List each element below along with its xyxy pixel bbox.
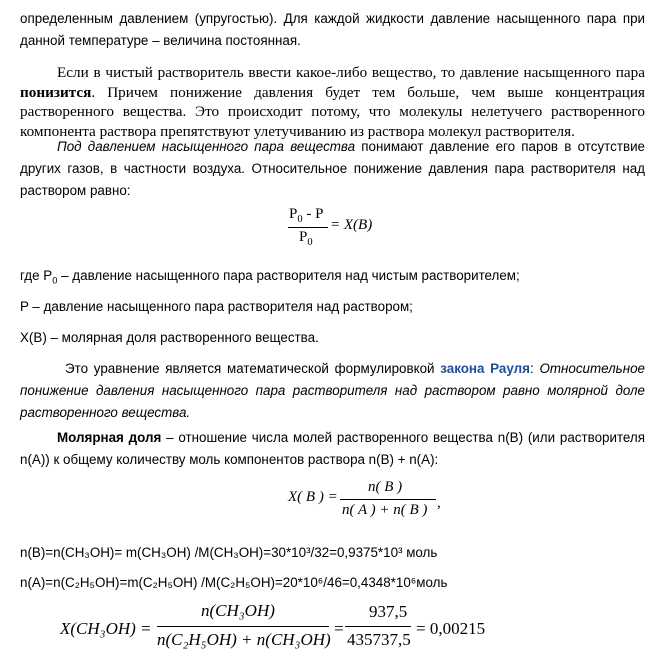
formula2-denominator: n( A ) + n( B ) bbox=[342, 502, 428, 518]
where-p0: где $P_0$ – давление насыщенного пара растворителя над чистым растворителем; bbox=[20, 268, 520, 286]
paragraph-molar-fraction: Молярная доля – отношение числа молей растворенного вещества n(B) (или растворителя n(A)) к общему количеству моль компонентов раствора n(B) + n(A): bbox=[20, 430, 645, 467]
paragraph-definition bbox=[20, 136, 645, 202]
lowering-bold-term: понизится bbox=[20, 83, 92, 101]
formula1-rhs: = X(B) bbox=[330, 217, 373, 233]
lowering-text-b: . Причем понижение давления будет тем больше, чем выше концентрация растворенного вещества. Это происходит потому, что молекулы нелетучего растворенного компонента раствора препятствуют улетучиванию из раствора молекул растворителя. bbox=[20, 83, 645, 140]
formula3-equals: = bbox=[334, 619, 344, 638]
formula3-fraction-bar2 bbox=[345, 626, 411, 627]
where-p: P – давление насыщенного пара растворителя над раствором; bbox=[20, 299, 413, 314]
where-xb: X(B) – молярная доля растворенного вещества. bbox=[20, 330, 319, 345]
formula2-comma: , bbox=[437, 495, 441, 511]
raoult-law-link: закона Рауля bbox=[440, 361, 530, 376]
formula3-result: = 0,00215 bbox=[416, 619, 486, 638]
formula3-numerator2: 937,5 bbox=[369, 602, 408, 621]
lowering-text-a: Если в чистый растворитель ввести какое-либо вещество, то давление насыщенного пара bbox=[57, 64, 645, 81]
paragraph-saturated-pressure: определенным давлением (упругостью). Для каждой жидкости давление насыщенного пара при данной температуре – величина постоянная. bbox=[20, 11, 645, 48]
formula1-denominator: $P_0$ bbox=[299, 229, 313, 248]
formula3-denominator2: 435737,5 bbox=[347, 630, 411, 649]
calc-n-b: n(B)=n(CH₃OH)= m(CH₃OH) /M(CH₃OH)=30*10³/32=0,9375*10³ моль bbox=[20, 545, 438, 560]
formula2-fraction-bar bbox=[340, 499, 436, 500]
formula3-lhs: X(CH₃OH) = bbox=[60, 619, 152, 638]
formula1-fraction-bar bbox=[288, 227, 328, 228]
definition-text: понимают давление его паров в отсутствие других газов, в частности воздуха. Относительное понижение давления пара растворителя над раствором равно: bbox=[20, 139, 645, 198]
formula2-numerator: n( B ) bbox=[368, 479, 403, 495]
formula2-lhs: X( B ) = bbox=[288, 489, 338, 505]
formula3-numerator: n(CH₃OH) bbox=[201, 601, 275, 620]
paragraph-raoult-law: Это уравнение является математической формулировкой закона Рауля: Относительное понижение давления насыщенного пара растворителя над раствором равно молярной доле растворенного вещества. bbox=[20, 361, 645, 420]
definition-italic-term: Под давлением насыщенного пара вещества bbox=[57, 139, 356, 154]
formula1-numerator: $P_0$ - P bbox=[289, 206, 324, 225]
raoult-law-statement: Относительное понижение давления насыщенного пара растворителя над раствором равно молярной доле растворенного вещества. bbox=[20, 361, 645, 420]
formula3-fraction-bar bbox=[157, 626, 329, 627]
calc-n-a: n(A)=n(C₂H₅OH)=m(C₂H₅OH) /M(C₂H₅OH)=20*10⁶/46=0,4348*10⁶моль bbox=[20, 575, 448, 590]
molar-fraction-term: Молярная доля bbox=[57, 430, 162, 445]
formula3-denominator: n(C₂H₅OH) + n(CH₃OH) bbox=[157, 630, 331, 649]
paragraph-lowering bbox=[20, 63, 645, 141]
